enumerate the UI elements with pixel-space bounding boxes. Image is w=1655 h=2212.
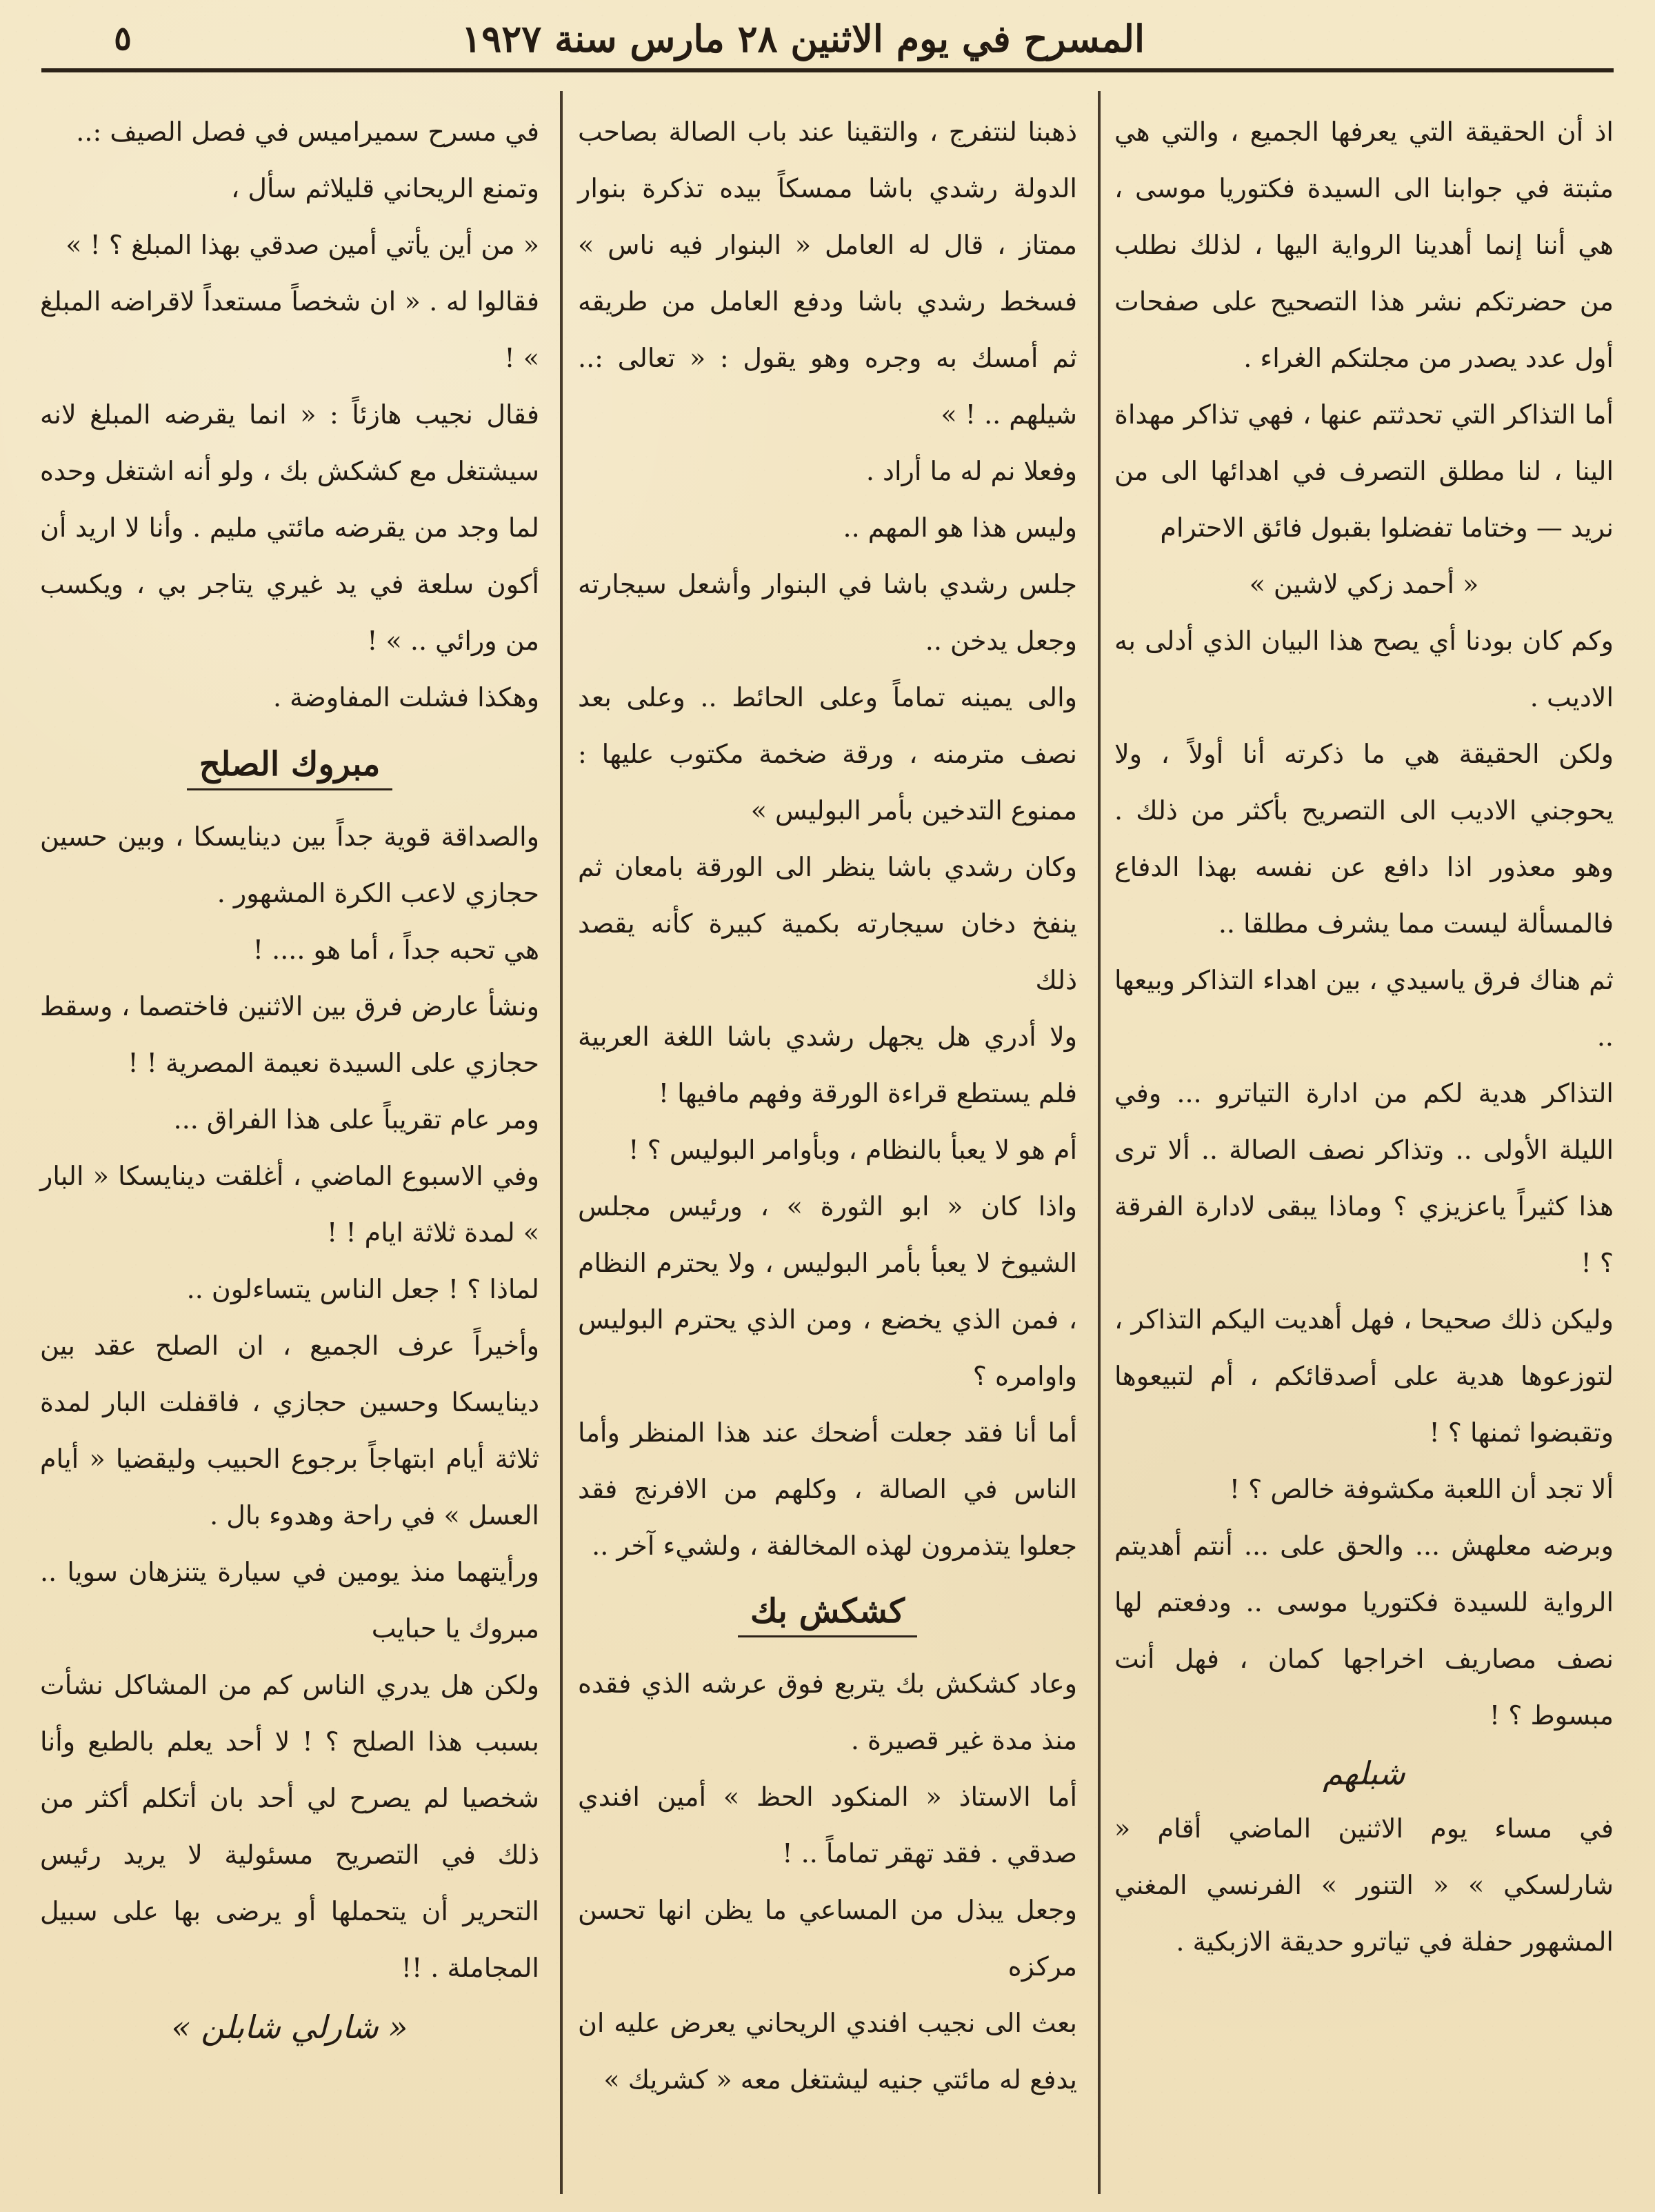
page-number: ٥ bbox=[114, 19, 132, 58]
middle-paragraph: واذا كان « ابو الثورة » ، ورئيس مجلس الشيوخ لا يعبأ بأمر البوليس ، ولا يحترم النظام ، فمن الذي يخضع ، ومن الذي يحترم البوليس واوامره ؟ bbox=[578, 1191, 1077, 1391]
section-heading: كشكش بك bbox=[738, 1590, 917, 1637]
left-after-heading-paragraph: ولكن هل يدري الناس كم من المشاكل نشأت بسبب هذا الصلح ؟ ! لا أحد يعلم بالطبع وأنا شخصيا لم يصرح لي أحد بان أتكلم أكثر من ذلك في التصريح مسئولية لا يريد رئيس التحرير أن يتحملها أو يرضى بها على سبيل المجاملة . !! bbox=[40, 1670, 539, 1983]
middle-paragraph: وليس هذا هو المهم .. bbox=[843, 512, 1077, 543]
left-after-heading-paragraph: ومر عام تقريباً على هذا الفراق ... bbox=[173, 1104, 539, 1135]
column-divider-left bbox=[560, 91, 563, 2194]
right-paragraph: اذ أن الحقيقة التي يعرفها الجميع ، والتي هي مثبتة في جوابنا الى السيدة فكتوريا موسى ، هي أننا إنما أهدينا الرواية اليها ، لذلك نطلب من حضرتكم نشر هذا التصحيح على صفحات أول عدد يصدر من مجلتكم الغراء . bbox=[1114, 117, 1614, 373]
left-paragraph: فقال نجيب هازئاً : « انما يقرضه المبلغ لانه سيشتغل مع كشكش بك ، ولو أنه اشتغل وحده لما وجد من يقرضه مائتي مليم . وأنا لا اريد أن أكون سلعة في يد غيري يتاجر بي ، ويكسب من ورائي .. » ! bbox=[40, 399, 539, 656]
middle-paragraph: والى يمينه تماماً وعلى الحائط .. وعلى بعد نصف مترمنه ، ورقة ضخمة مكتوب عليها : ممنوع التدخين بأمر البوليس » bbox=[578, 682, 1077, 826]
middle-column bbox=[565, 103, 1090, 2178]
right-paragraph: التذاكر هدية لكم من ادارة التياترو ... وفي الليلة الأولى .. وتذاكر نصف الصالة .. ألا ترى هذا كثيراً ياعزيزي ؟ وماذا يبقى لادارة الفرقة ؟ ! bbox=[1114, 1078, 1614, 1278]
left-paragraph: « من أين يأتي أمين صدقي بهذا المبلغ ؟ ! » bbox=[66, 230, 539, 260]
left-paragraph: في مسرح سميراميس في فصل الصيف :.. bbox=[76, 117, 539, 147]
newspaper-title: المسرح في يوم الاثنين ۲۸ مارس سنة ۱۹۲۷ bbox=[461, 17, 1145, 61]
middle-paragraph: وفعلا نم له ما أراد . bbox=[865, 456, 1077, 486]
column-divider-right bbox=[1098, 91, 1101, 2194]
right-paragraph: وليكن ذلك صحيحا ، فهل أهديت اليكم التذاكر ، لتوزعوها هدية على أصدقائكم ، أم لتبيعوها وتقبضوا ثمنها ؟ ! bbox=[1114, 1304, 1614, 1448]
right-column bbox=[1102, 103, 1626, 2178]
right-paragraph: ألا تجد أن اللعبة مكشوفة خالص ؟ ! bbox=[1229, 1474, 1614, 1504]
middle-paragraph: ولا أدري هل يجهل رشدي باشا اللغة العربية فلم يستطع قراءة الورقة وفهم مافيها ! bbox=[578, 1022, 1077, 1108]
left-paragraph: وهكذا فشلت المفاوضة . bbox=[272, 682, 539, 713]
closing-paragraph: في مساء يوم الاثنين الماضي أقام « شارلسكي » « التنور » الفرنسي المغني المشهور حفلة في تياترو حديقة الازبكية . bbox=[1114, 1813, 1614, 1957]
middle-after-heading-paragraph: أما الاستاذ « المنكود الحظ » أمين افندي صدقي . فقد تهقر تماماً .. ! bbox=[578, 1782, 1077, 1869]
middle-after-heading-paragraph: وعاد كشكش بك يتربع فوق عرشه الذي فقده منذ مدة غير قصيرة . bbox=[578, 1668, 1077, 1755]
right-paragraph: وكم كان بودنا أي يصح هذا البيان الذي أدلى به الاديب . bbox=[1114, 626, 1614, 713]
left-paragraph: وتمنع الريحاني قليلاثم سأل ، bbox=[231, 173, 539, 203]
middle-paragraph: أم هو لا يعبأ بالنظام ، وبأوامر البوليس ؟ ! bbox=[628, 1135, 1077, 1165]
right-paragraph: « أحمد زكي لاشين » bbox=[1249, 569, 1479, 599]
middle-paragraph: وكان رشدي باشا ينظر الى الورقة بامعان ثم ينفخ دخان سيجارته بكمية كبيرة كأنه يقصد ذلك bbox=[578, 852, 1077, 995]
left-paragraph: فقالوا له . « ان شخصاً مستعداً لاقراضه المبلغ » ! bbox=[40, 286, 539, 373]
header-rule bbox=[41, 68, 1614, 72]
section-heading-wrap bbox=[40, 738, 539, 795]
right-paragraph: ولكن الحقيقة هي ما ذكرته أنا أولاً ، ولا يحوجني الاديب الى التصريح بأكثر من ذلك . وهو معذور اذا دافع عن نفسه بهذا الدفاع فالمسألة ليست مما يشرف مطلقا .. bbox=[1114, 739, 1614, 939]
left-after-heading-paragraph: هي تحبه جداً ، أما هو .... ! bbox=[252, 935, 539, 965]
section-heading-wrap bbox=[578, 1585, 1077, 1642]
right-paragraph: ثم هناك فرق ياسيدي ، بين اهداء التذاكر وبيعها .. bbox=[1114, 965, 1614, 1052]
signature: شبلهم bbox=[1323, 1755, 1405, 1792]
middle-paragraph: أما أنا فقد جعلت أضحك عند هذا المنظر وأما الناس في الصالة ، وكلهم من الافرنج فقد جعلوا يتذمرون لهذه المخالفة ، ولشيء آخر .. bbox=[578, 1417, 1077, 1561]
signature: « شارلي شابلن » bbox=[171, 2009, 408, 2046]
right-paragraph: وبرضه معلهش ... والحق على ... أنتم أهديتم الرواية للسيدة فكتوريا موسى .. ودفعتم لها نصف مصاريف اخراجها كمان ، فهل أنت مبسوط ؟ ! bbox=[1114, 1531, 1614, 1731]
middle-after-heading-paragraph: وجعل يبذل من المساعي ما يظن انها تحسن مركزه bbox=[578, 1895, 1077, 1982]
middle-paragraph: جلس رشدي باشا في البنوار وأشعل سيجارته وجعل يدخن .. bbox=[578, 569, 1077, 656]
left-after-heading-paragraph: لماذا ؟ ! جعل الناس يتساءلون .. bbox=[186, 1274, 539, 1304]
middle-after-heading-paragraph: بعث الى نجيب افندي الريحاني يعرض عليه ان يدفع له مائتي جنيه ليشتغل معه « كشريك » bbox=[578, 2008, 1077, 2095]
left-after-heading-paragraph: وأخيراً عرف الجميع ، ان الصلح عقد بين دينايسكا وحسين حجازي ، فاقفلت البار لمدة ثلاثة أيام ابتهاجاً برجوع الحبيب وليقضيا « أيام العسل » في راحة وهدوء بال . bbox=[40, 1331, 539, 1531]
left-after-heading-paragraph: وفي الاسبوع الماضي ، أغلقت دينايسكا « البار » لمدة ثلاثة ايام ! ! bbox=[40, 1161, 539, 1248]
section-heading: مبروك الصلح bbox=[187, 743, 393, 790]
right-paragraph: أما التذاكر التي تحدثتم عنها ، فهي تذاكر مهداة الينا ، لنا مطلق التصرف في اهدائها الى من نريد — وختاما تفضلوا بقبول فائق الاحترام bbox=[1114, 399, 1614, 543]
left-after-heading-paragraph: والصداقة قوية جداً بين دينايسكا ، وبين حسين حجازي لاعب الكرة المشهور . bbox=[40, 821, 539, 908]
left-column bbox=[28, 103, 552, 2178]
left-after-heading-paragraph: ونشأ عارض فرق بين الاثنين فاختصما ، وسقط حجازي على السيدة نعيمة المصرية ! ! bbox=[40, 991, 539, 1078]
middle-paragraph: ذهبنا لنتفرج ، والتقينا عند باب الصالة بصاحب الدولة رشدي باشا ممسكاً بيده تذكرة بنوار ممتاز ، قال له العامل « البنوار فيه ناس » فسخط رشدي باشا ودفع العامل من طريقه ثم أمسك به وجره وهو يقول : « تعالى :.. شيلهم .. ! » bbox=[578, 117, 1077, 430]
page-header bbox=[41, 14, 1614, 66]
left-after-heading-paragraph: ورأيتهما منذ يومين في سيارة يتنزهان سويا .. مبروك يا حبايب bbox=[40, 1557, 540, 1644]
